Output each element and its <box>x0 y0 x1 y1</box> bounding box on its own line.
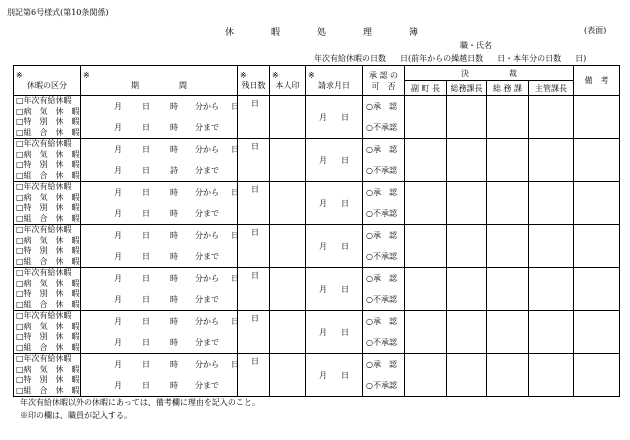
approval-cell[interactable] <box>363 96 405 139</box>
remaining-days-cell[interactable]: 日 <box>238 182 270 225</box>
deputy-mayor-seal[interactable] <box>405 139 447 182</box>
union-leave-checkbox[interactable]: □組 合 休 暇 <box>16 213 80 223</box>
leave-type-options[interactable] <box>14 96 81 139</box>
approve-radio[interactable]: ○承 認 <box>366 188 397 197</box>
annual-leave-checkbox[interactable]: □年次有給休暇 <box>16 268 72 277</box>
approve-radio[interactable]: ○承 認 <box>366 274 397 283</box>
annual-leave-checkbox[interactable]: □年次有給休暇 <box>16 311 72 320</box>
general-affairs-section-seal[interactable] <box>487 139 529 182</box>
leave-days-summary <box>314 53 586 64</box>
annual-leave-checkbox[interactable]: □年次有給休暇 <box>16 225 72 234</box>
request-date-cell[interactable]: 月 日 <box>306 354 363 397</box>
period-start: 月 日 時 分から 日 <box>114 145 239 154</box>
period-start: 月 日 時 分から 日 <box>114 231 239 240</box>
annual-leave-checkbox[interactable]: □年次有給休暇 <box>16 96 72 105</box>
period-start: 月 日 時 分から 日 <box>114 102 239 111</box>
reject-radio[interactable]: ○不承認 <box>366 338 397 347</box>
leave-type-options[interactable] <box>14 139 81 182</box>
general-affairs-chief-seal[interactable] <box>447 268 487 311</box>
leave-type-options[interactable] <box>14 182 81 225</box>
approval-header: 承 認 の 可 否 <box>363 66 405 96</box>
union-leave-checkbox[interactable]: □組 合 休 暇 <box>16 256 80 266</box>
general-affairs-chief-header: 総務課長 <box>447 81 487 96</box>
reject-radio[interactable]: ○不承認 <box>366 209 397 218</box>
union-leave-checkbox[interactable]: □組 合 休 暇 <box>16 342 80 352</box>
period-end: 月 日 時 分まで <box>114 338 219 347</box>
supervising-chief-seal[interactable] <box>529 182 574 225</box>
approval-cell[interactable] <box>363 311 405 354</box>
seal-cell[interactable] <box>270 354 306 397</box>
mark-icon: ※ <box>240 70 247 80</box>
reject-radio[interactable]: ○不承認 <box>366 252 397 261</box>
general-affairs-section-seal[interactable] <box>487 96 529 139</box>
special-leave-checkbox[interactable]: □特 別 休 暇 <box>16 203 80 212</box>
period-cell[interactable] <box>81 268 238 311</box>
reject-radio[interactable]: ○不承認 <box>366 123 397 132</box>
approve-radio[interactable]: ○承 認 <box>366 231 397 240</box>
period-start: 月 日 時 分から 日 <box>114 317 239 326</box>
remaining-days-cell[interactable]: 日 <box>238 268 270 311</box>
approve-radio[interactable]: ○承 認 <box>366 145 397 154</box>
table-row <box>14 354 620 397</box>
post-name-label: 職・氏名 <box>460 41 492 50</box>
union-leave-checkbox[interactable]: □組 合 休 暇 <box>16 385 80 395</box>
request-date-cell[interactable]: 月 日 <box>306 311 363 354</box>
deputy-mayor-seal[interactable] <box>405 354 447 397</box>
general-affairs-section-seal[interactable] <box>487 354 529 397</box>
annual-leave-checkbox[interactable]: □年次有給休暇 <box>16 354 72 363</box>
approval-cell[interactable] <box>363 354 405 397</box>
leave-record-table <box>13 65 620 397</box>
remarks-cell[interactable] <box>574 139 620 182</box>
leave-type-options[interactable] <box>14 354 81 397</box>
remaining-days-cell[interactable]: 日 <box>238 96 270 139</box>
remarks-cell[interactable] <box>574 311 620 354</box>
general-affairs-section-seal[interactable] <box>487 268 529 311</box>
seal-cell[interactable] <box>270 225 306 268</box>
remarks-header: 備 考 <box>574 66 620 96</box>
supervising-chief-seal[interactable] <box>529 139 574 182</box>
period-end: 月 日 時 分まで <box>114 123 219 132</box>
remarks-cell[interactable] <box>574 182 620 225</box>
remarks-cell[interactable] <box>574 268 620 311</box>
supervising-chief-seal[interactable] <box>529 354 574 397</box>
period-cell[interactable] <box>81 311 238 354</box>
leave-type-header: ※ 休暇の区分 <box>14 66 81 96</box>
sick-leave-checkbox[interactable]: □病 気 休 暇 <box>16 321 80 331</box>
union-leave-checkbox[interactable]: □組 合 休 暇 <box>16 170 80 180</box>
seal-cell[interactable] <box>270 139 306 182</box>
period-end: 月 日 時 分まで <box>114 381 219 390</box>
annual-days-label: 年次有給休暇の日数 <box>314 54 386 63</box>
seal-header: ※ 本人印 <box>270 66 306 96</box>
period-end: 月 日 時 分まで <box>114 295 219 304</box>
reject-radio[interactable]: ○不承認 <box>366 166 397 175</box>
remaining-days-cell[interactable]: 日 <box>238 225 270 268</box>
current-year-label: 日・本年分の日数 <box>497 54 562 63</box>
remarks-cell[interactable] <box>574 354 620 397</box>
general-affairs-chief-seal[interactable] <box>447 225 487 268</box>
approve-radio[interactable]: ○承 認 <box>366 102 397 111</box>
union-leave-checkbox[interactable]: □組 合 休 暇 <box>16 127 80 137</box>
special-leave-checkbox[interactable]: □特 別 休 暇 <box>16 160 80 169</box>
supervising-chief-seal[interactable] <box>529 268 574 311</box>
request-date-cell[interactable]: 月 日 <box>306 268 363 311</box>
deputy-mayor-seal[interactable] <box>405 311 447 354</box>
deputy-mayor-seal[interactable] <box>405 182 447 225</box>
document-title: 休暇処理簿 <box>225 28 456 38</box>
period-cell[interactable] <box>81 96 238 139</box>
carryover-label: 日(前年からの繰越日数 <box>400 54 484 63</box>
period-cell[interactable] <box>81 139 238 182</box>
day-unit-label: 日) <box>575 54 587 63</box>
approval-cell[interactable] <box>363 182 405 225</box>
period-cell[interactable] <box>81 182 238 225</box>
remarks-cell[interactable] <box>574 225 620 268</box>
sick-leave-checkbox[interactable]: □病 気 休 暇 <box>16 364 80 374</box>
annual-leave-checkbox[interactable]: □年次有給休暇 <box>16 139 72 148</box>
remaining-days-cell[interactable]: 日 <box>238 311 270 354</box>
supervising-chief-seal[interactable] <box>529 311 574 354</box>
request-date-cell[interactable]: 月 日 <box>306 139 363 182</box>
leave-type-options[interactable] <box>14 225 81 268</box>
general-affairs-chief-seal[interactable] <box>447 96 487 139</box>
annual-leave-checkbox[interactable]: □年次有給休暇 <box>16 182 72 191</box>
sick-leave-checkbox[interactable]: □病 気 休 暇 <box>16 235 80 245</box>
supervising-chief-header: 主管課長 <box>529 81 574 96</box>
general-affairs-chief-seal[interactable] <box>447 182 487 225</box>
period-start: 月 日 時 分から 日 <box>114 360 239 369</box>
table-row <box>14 182 620 225</box>
table-row <box>14 225 620 268</box>
mark-icon: ※ <box>272 70 279 80</box>
seal-cell[interactable] <box>270 96 306 139</box>
deputy-mayor-seal[interactable] <box>405 268 447 311</box>
footnote-remarks: 年次有給休暇以外の休暇にあっては、備考欄に理由を記入のこと。 <box>20 398 260 407</box>
general-affairs-section-seal[interactable] <box>487 225 529 268</box>
special-leave-checkbox[interactable]: □特 別 休 暇 <box>16 246 80 255</box>
table-row <box>14 139 620 182</box>
table-row <box>14 311 620 354</box>
remaining-days-cell[interactable]: 日 <box>238 354 270 397</box>
general-affairs-chief-seal[interactable] <box>447 139 487 182</box>
table-row <box>14 268 620 311</box>
period-end: 月 日 時 分まで <box>114 252 219 261</box>
remarks-cell[interactable] <box>574 96 620 139</box>
general-affairs-chief-seal[interactable] <box>447 354 487 397</box>
deputy-mayor-seal[interactable] <box>405 225 447 268</box>
request-date-cell[interactable]: 月 日 <box>306 96 363 139</box>
approve-radio[interactable]: ○承 認 <box>366 317 397 326</box>
period-end: 月 日 詩 分まで <box>114 166 219 175</box>
sick-leave-checkbox[interactable]: □病 気 休 暇 <box>16 192 80 202</box>
approval-cell[interactable] <box>363 139 405 182</box>
period-start: 月 日 時 分から 日 <box>114 274 239 283</box>
table-row <box>14 96 620 139</box>
request-date-header: ※ 請求月日 <box>306 66 363 96</box>
footnote-mark: ※印の欄は、職員が記入する。 <box>20 411 132 420</box>
front-side-label: (表面) <box>584 26 607 35</box>
request-date-cell[interactable]: 月 日 <box>306 182 363 225</box>
remaining-days-header: ※ 残日数 <box>238 66 270 96</box>
general-affairs-chief-seal[interactable] <box>447 311 487 354</box>
general-affairs-section-seal[interactable] <box>487 182 529 225</box>
union-leave-checkbox[interactable]: □組 合 休 暇 <box>16 299 80 309</box>
period-cell[interactable] <box>81 225 238 268</box>
special-leave-checkbox[interactable]: □特 別 休 暇 <box>16 375 80 384</box>
period-header: ※ 期 間 <box>81 66 238 96</box>
sick-leave-checkbox[interactable]: □病 気 休 暇 <box>16 149 80 159</box>
period-cell[interactable] <box>81 354 238 397</box>
form-reference: 別記第6号様式(第10条関係) <box>7 8 109 17</box>
special-leave-checkbox[interactable]: □特 別 休 暇 <box>16 332 80 341</box>
approve-radio[interactable]: ○承 認 <box>366 360 397 369</box>
mark-icon: ※ <box>83 70 90 80</box>
reject-radio[interactable]: ○不承認 <box>366 295 397 304</box>
approval-cell[interactable] <box>363 268 405 311</box>
general-affairs-section-header: 総 務 課 <box>487 81 529 96</box>
deputy-mayor-seal[interactable] <box>405 96 447 139</box>
special-leave-checkbox[interactable]: □特 別 休 暇 <box>16 117 80 126</box>
supervising-chief-seal[interactable] <box>529 225 574 268</box>
decision-header: 決 裁 <box>405 66 574 81</box>
leave-type-options[interactable] <box>14 268 81 311</box>
reject-radio[interactable]: ○不承認 <box>366 381 397 390</box>
sick-leave-checkbox[interactable]: □病 気 休 暇 <box>16 106 80 116</box>
request-date-cell[interactable]: 月 日 <box>306 225 363 268</box>
mark-icon: ※ <box>16 70 23 80</box>
leave-type-options[interactable] <box>14 311 81 354</box>
seal-cell[interactable] <box>270 182 306 225</box>
approval-cell[interactable] <box>363 225 405 268</box>
deputy-mayor-header: 副 町 長 <box>405 81 447 96</box>
period-start: 月 日 時 分から 日 <box>114 188 239 197</box>
supervising-chief-seal[interactable] <box>529 96 574 139</box>
mark-icon: ※ <box>308 70 315 80</box>
sick-leave-checkbox[interactable]: □病 気 休 暇 <box>16 278 80 288</box>
period-end: 月 日 時 分まで <box>114 209 219 218</box>
seal-cell[interactable] <box>270 268 306 311</box>
special-leave-checkbox[interactable]: □特 別 休 暇 <box>16 289 80 298</box>
general-affairs-section-seal[interactable] <box>487 311 529 354</box>
remaining-days-cell[interactable]: 日 <box>238 139 270 182</box>
seal-cell[interactable] <box>270 311 306 354</box>
